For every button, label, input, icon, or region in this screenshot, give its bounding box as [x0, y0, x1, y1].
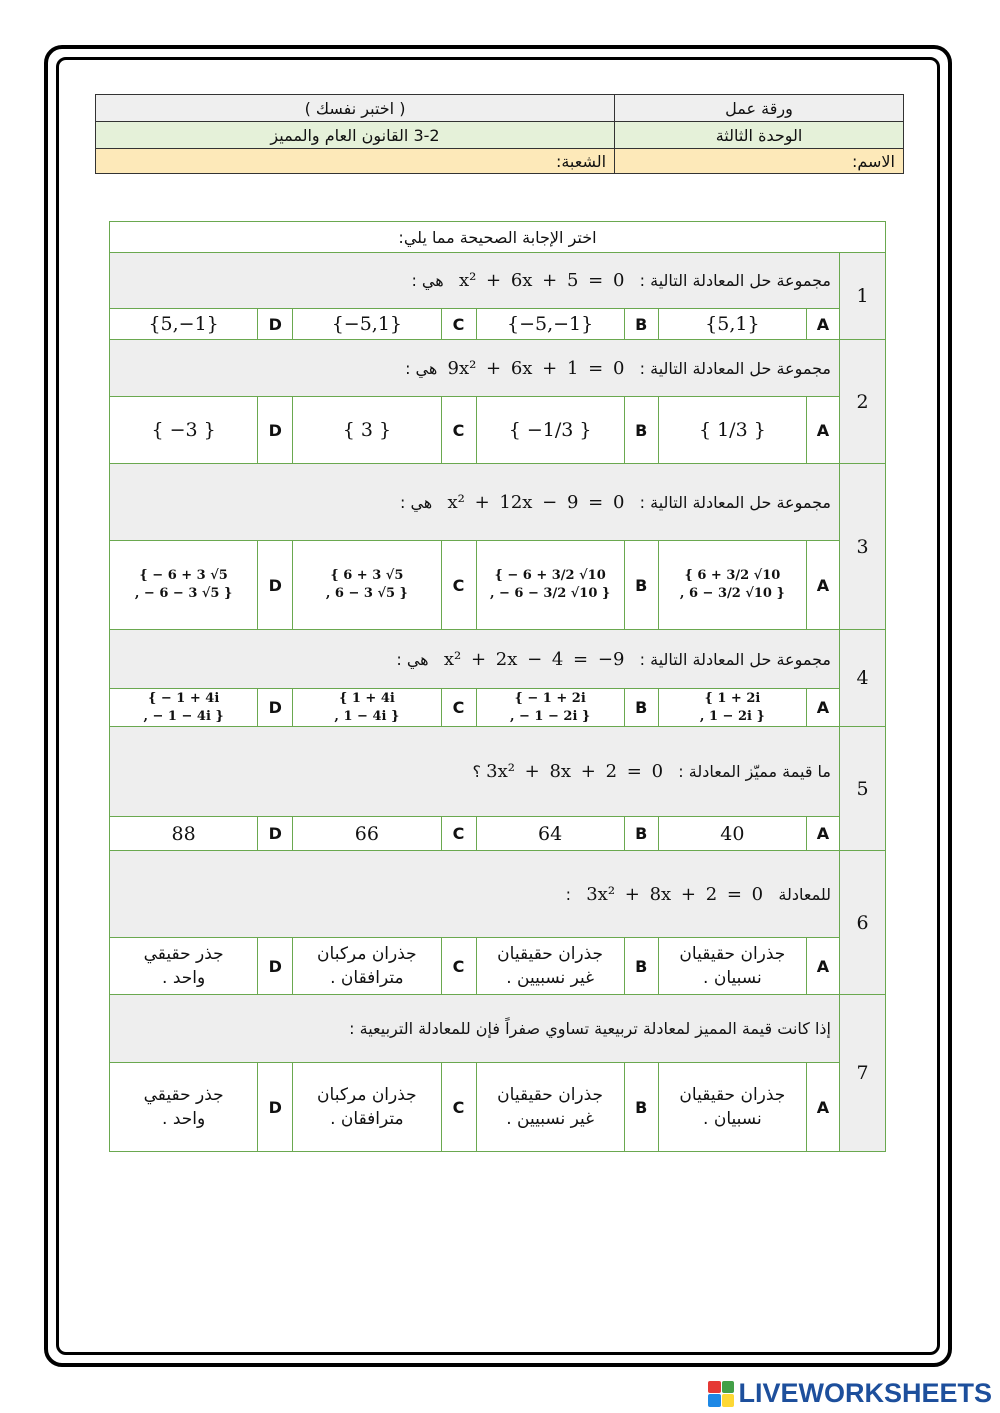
option-line: واحد . — [162, 968, 206, 988]
option-c[interactable] — [293, 1063, 441, 1152]
question-3-text — [110, 464, 840, 541]
option-c-label[interactable]: C — [441, 541, 476, 630]
question-suffix: هي : — [396, 649, 429, 669]
option-c[interactable] — [293, 938, 441, 995]
option-c-label[interactable]: C — [441, 1063, 476, 1152]
option-b[interactable]: 64 — [476, 817, 624, 851]
question-1-text — [110, 253, 840, 309]
question-number: 6 — [840, 851, 886, 995]
option-b[interactable]: {−5,−1} — [476, 309, 624, 340]
option-line: جذر حقيقي — [143, 944, 224, 964]
option-a-label[interactable]: A — [807, 397, 840, 464]
question-number: 3 — [840, 464, 886, 630]
option-line: , 6 − 3 √5 } — [325, 586, 408, 601]
option-c[interactable] — [293, 541, 441, 630]
question-7-text — [110, 995, 840, 1063]
option-c[interactable] — [293, 689, 441, 727]
option-a-label[interactable]: A — [807, 541, 840, 630]
worksheet-subtitle: ( اختبر نفسك ) — [96, 95, 615, 122]
option-b-label[interactable]: B — [624, 1063, 658, 1152]
option-b[interactable]: { −1/3 } — [476, 397, 624, 464]
option-line: واحد . — [162, 1109, 206, 1129]
option-d[interactable] — [110, 689, 258, 727]
question-suffix: هي : — [399, 492, 433, 512]
question-5-text — [110, 727, 840, 817]
option-d[interactable]: 88 — [110, 817, 258, 851]
option-line: جذران حقيقيان — [679, 1085, 786, 1105]
option-line: مترافقان . — [330, 1109, 404, 1129]
option-line: , − 1 − 2i } — [509, 708, 591, 724]
option-d[interactable]: {5,−1} — [110, 309, 258, 340]
option-d[interactable] — [110, 541, 258, 630]
option-a-label[interactable]: A — [807, 689, 840, 727]
question-4-text — [110, 630, 840, 689]
section-field[interactable]: الشعبة: — [96, 149, 615, 174]
question-equation: x² + 2x − 4 = −9 — [443, 648, 625, 670]
option-line: { 1 + 4i — [338, 690, 395, 706]
option-line: , 1 − 4i } — [334, 708, 400, 724]
option-line: جذران حقيقيان — [679, 944, 786, 964]
option-b[interactable] — [476, 938, 624, 995]
option-a[interactable] — [658, 689, 806, 727]
name-field[interactable]: الاسم: — [615, 149, 904, 174]
question-prompt: مجموعة حل المعادلة التالية : — [639, 358, 831, 378]
question-prompt: للمعادلة — [778, 884, 831, 904]
question-suffix: هي : — [411, 271, 444, 290]
liveworksheets-brand[interactable] — [708, 1378, 992, 1409]
option-d-label[interactable]: D — [258, 1063, 293, 1152]
question-equation: 9x² + 6x + 1 = 0 — [447, 357, 625, 379]
option-d[interactable]: { −3 } — [110, 397, 258, 464]
brand-name: LIVEWORKSHEETS — [738, 1378, 992, 1408]
option-line: , 1 − 2i } — [699, 708, 765, 724]
option-line: , − 6 − 3/2 √10 } — [489, 586, 611, 601]
question-prompt: مجموعة حل المعادلة التالية : — [639, 492, 831, 512]
option-line: { − 1 + 4i — [147, 690, 220, 706]
option-d-label[interactable]: D — [258, 938, 293, 995]
option-a[interactable]: 40 — [658, 817, 806, 851]
option-line: غير نسبيين . — [506, 1109, 595, 1129]
option-d-label[interactable]: D — [258, 817, 293, 851]
option-line: { − 6 + 3/2 √10 — [494, 568, 606, 583]
question-number: 5 — [840, 727, 886, 851]
option-line: { − 6 + 3 √5 — [139, 568, 228, 583]
question-suffix: هي : — [405, 358, 438, 378]
option-a-label[interactable]: A — [807, 309, 840, 340]
unit-title: الوحدة الثالثة — [615, 122, 904, 149]
option-a[interactable] — [658, 938, 806, 995]
option-b-label[interactable]: B — [624, 309, 658, 340]
question-number: 1 — [840, 253, 886, 340]
option-line: جذران مركبان — [317, 944, 417, 964]
question-equation: x² + 6x + 5 = 0 — [458, 270, 625, 291]
option-d[interactable] — [110, 938, 258, 995]
option-c[interactable]: {−5,1} — [293, 309, 441, 340]
option-line: جذر حقيقي — [143, 1085, 224, 1105]
option-d-label[interactable]: D — [258, 309, 293, 340]
option-b-label[interactable]: B — [624, 938, 658, 995]
option-a[interactable] — [658, 1063, 806, 1152]
option-line: { − 1 + 2i — [514, 690, 586, 706]
option-line: جذران حقيقيان — [497, 944, 604, 964]
option-line: مترافقان . — [330, 968, 404, 988]
option-line: { 6 + 3 √5 — [330, 568, 404, 583]
option-c-label[interactable]: C — [441, 309, 476, 340]
question-equation: 3x² + 8x + 2 = 0 — [586, 883, 764, 905]
option-b-label[interactable]: B — [624, 817, 658, 851]
option-line: , − 1 − 4i } — [143, 708, 224, 724]
option-c-label[interactable]: C — [441, 397, 476, 464]
option-a[interactable]: { 1/3 } — [658, 397, 806, 464]
option-line: نسبيان . — [703, 1109, 762, 1129]
option-d[interactable] — [110, 1063, 258, 1152]
question-prompt: إذا كانت قيمة المميز لمعادلة تربيعية تساوي صفراً فإن للمعادلة التربيعية : — [349, 1019, 831, 1038]
question-equation: x² + 12x − 9 = 0 — [447, 491, 625, 513]
option-line: , − 6 − 3 √5 } — [134, 586, 233, 601]
option-a[interactable]: {5,1} — [658, 309, 806, 340]
question-number: 2 — [840, 340, 886, 464]
option-a-label[interactable]: A — [807, 938, 840, 995]
option-line: جذران حقيقيان — [497, 1085, 604, 1105]
option-b-label[interactable]: B — [624, 689, 658, 727]
lesson-title: 3-2 القانون العام والمميز — [96, 122, 615, 149]
option-c-label[interactable]: C — [441, 938, 476, 995]
question-number: 7 — [840, 995, 886, 1152]
option-c[interactable]: 66 — [293, 817, 441, 851]
option-a-label[interactable]: A — [807, 817, 840, 851]
option-b[interactable] — [476, 689, 624, 727]
worksheet-title: ورقة عمل — [615, 95, 904, 122]
option-c-label[interactable]: C — [441, 817, 476, 851]
question-prompt: ما قيمة مميّز المعادلة : — [678, 762, 831, 781]
option-line: , 6 − 3/2 √10 } — [679, 586, 785, 601]
option-c-label[interactable]: C — [441, 689, 476, 727]
option-b-label[interactable]: B — [624, 397, 658, 464]
instruction: اختر الإجابة الصحيحة مما يلي: — [110, 222, 886, 253]
option-line: نسبيان . — [703, 968, 762, 988]
option-line: غير نسبيين . — [506, 968, 595, 988]
option-line: جذران مركبان — [317, 1085, 417, 1105]
option-b[interactable] — [476, 541, 624, 630]
option-d-label[interactable]: D — [258, 397, 293, 464]
option-a[interactable] — [658, 541, 806, 630]
question-prompt: مجموعة حل المعادلة التالية : — [639, 649, 831, 669]
option-b[interactable] — [476, 1063, 624, 1152]
questions-table — [109, 221, 886, 1152]
question-equation: 3x² + 8x + 2 = 0 — [486, 761, 664, 782]
question-number: 4 — [840, 630, 886, 727]
question-6-text — [110, 851, 840, 938]
option-c[interactable]: { 3 } — [293, 397, 441, 464]
option-line: { 1 + 2i — [704, 690, 761, 706]
question-2-text — [110, 340, 840, 397]
question-suffix: : — [565, 884, 571, 904]
option-d-label[interactable]: D — [258, 541, 293, 630]
option-line: { 6 + 3/2 √10 — [684, 568, 781, 583]
liveworksheets-logo-icon — [708, 1381, 734, 1407]
option-d-label[interactable]: D — [258, 689, 293, 727]
question-suffix: ؟ — [472, 762, 482, 781]
option-a-label[interactable]: A — [807, 1063, 840, 1152]
option-b-label[interactable]: B — [624, 541, 658, 630]
worksheet-header — [95, 94, 904, 174]
question-prompt: مجموعة حل المعادلة التالية : — [639, 271, 831, 290]
